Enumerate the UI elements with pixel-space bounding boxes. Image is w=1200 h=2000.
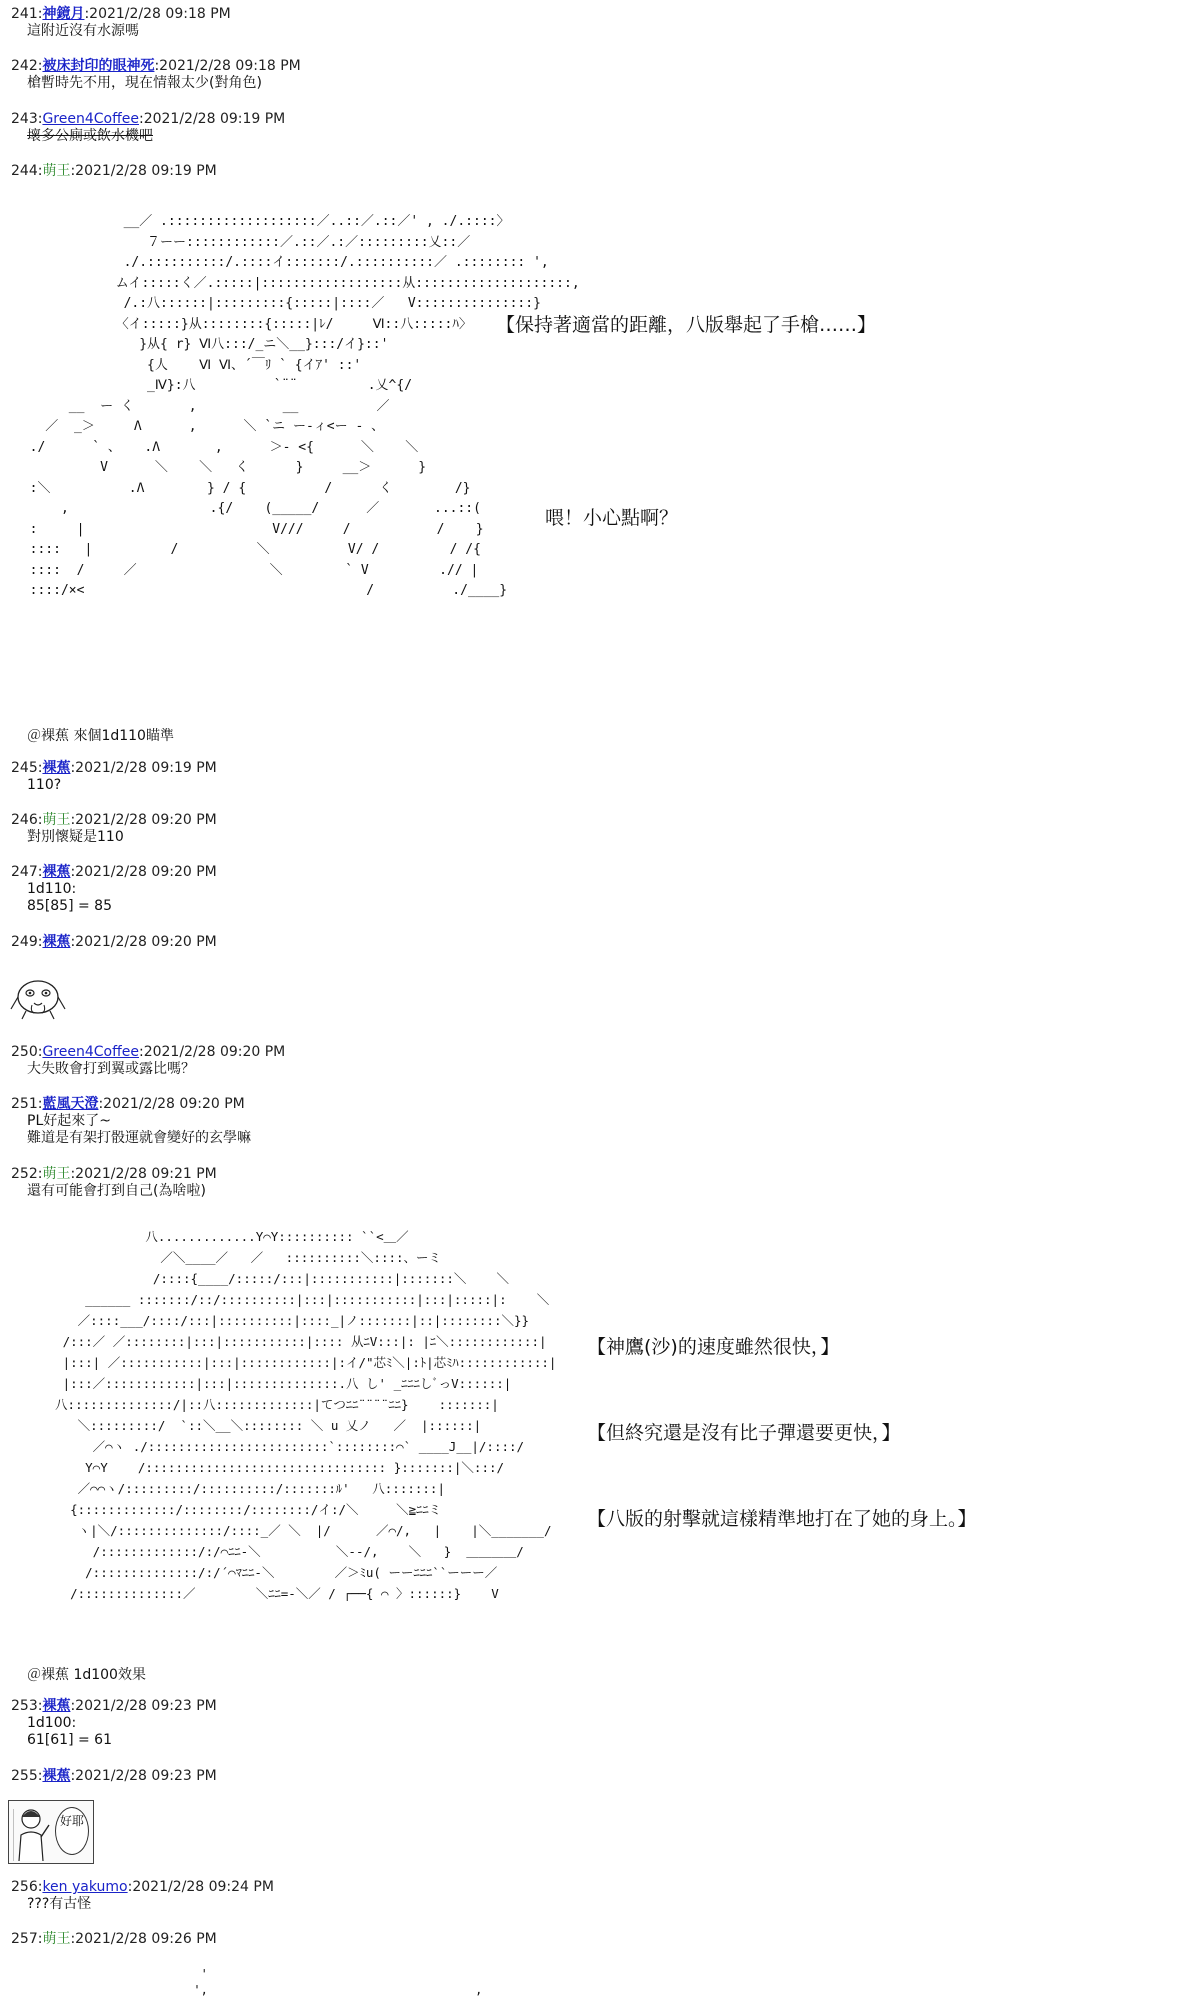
poster-name-link[interactable]: 藍風天澄 [42, 1096, 99, 1112]
poster-name-link[interactable]: 神鏡月 [42, 6, 85, 22]
dice-roll-result: 1d110: 85[85] = 85 [27, 881, 112, 914]
post-body: 對別懷疑是110 [27, 829, 124, 845]
roll-request-note: ＠裸蕉 來個1d110瞄準 [27, 728, 174, 744]
post-body: 這附近沒有水源嗎 [27, 23, 139, 39]
reaction-comic-image [8, 1800, 94, 1864]
poster-name-link[interactable]: ken yakumo [42, 1879, 128, 1895]
poster-name: 萌王 [42, 1931, 71, 1947]
post-body: 還有可能會打到自己(為啥啦) [27, 1183, 206, 1199]
poster-name-link[interactable]: 裸蕉 [42, 864, 71, 880]
roll-request-note: ＠裸蕉 1d100效果 [27, 1667, 146, 1683]
post-252: 252:萌王:2021/2/28 09:21 PM 還有可能會打到自己(為啥啦) [11, 1166, 217, 1199]
poster-name: 萌王 [42, 1166, 71, 1182]
speech-bubble: 好耶 [55, 1807, 89, 1855]
post-body: 槍暫時先不用，現在情報太少(對角色) [27, 75, 262, 91]
post-257: 257:萌王:2021/2/28 09:26 PM [11, 1931, 217, 1947]
reaction-face-sticker [8, 975, 68, 1020]
ascii-art-scene-2: 八.............Y⌒Y:::::::::: ``<＿／ ／＼____／ ／ ::::::::::＼::::、ーミ /::::{____/:::::/:::|:::::::::::|:::::::＼ ＼ ______ :::::::/::/::::::::::|:::|:::::::::::|:::|:::::|: ＼ ／::::___/::::/:::|::::::::::|::::_|ノ:::::::|::|::::::::＼}} /:::／ ／::::::::|:::|:::::::::::|:::: 从ﾆV:::|: |ﾆ＼::::::::::::| |:::| ／:::::::::::|:::|::::::::::::|:イ/"芯ﾐ＼|:ﾄ|芯ﾐﾊ::::::::::::| |:::／::::::::::::|:::|::::::::::::::.八 し' _ﾆﾆﾆしﾞっV::::::| 八::::::::::::::/|::八:::::::::::::|てつﾆﾆ¨¨¨¨ﾆﾆ} :::::::| ＼:::::::::/ `::＼__＼:::::::: ＼ u 乂ノ ／ |::::::| ／⌒ヽ ./::::::::::::::::::::::::`::::::::⌒` ____J__|/::::/ Y⌒Y /:::::::::::::::::::::::::::::::: }:::::::|＼:::/ ／⌒⌒ヽ/:::::::::/::::::::::/:::::::ﾙ' 八:::::::| {:::::::::::::/::::::::/::::::::/イ:/＼ ＼≧ﾆﾆミ ヽ|＼/::::::::::::::/::::_／ ＼ |/ ／⌒/, | |＼_______/ /:::::::::::::/:/⌒ﾆﾆ-＼ ＼--/, ＼ } ＿＿＿＿/ /::::::::::::::/:/´⌒ﾏﾆﾆ-＼ ／＞ﾐu( ーーﾆﾆﾆ``ーーー／ /::::::::::::::／ ＼ﾆﾆ=-＼／ / ┌──{ ⌒ 〉::::::} V [55, 1229, 557, 1601]
post-body: 110? [27, 777, 62, 793]
ascii-art-scene-1: __／ .:::::::::::::::::::／..::／.::／' , ./.::::〉 ７ーー::::::::::::／.::／.:／:::::::::乂::／ ./.::::::::::/.::::イ:::::::/.::::::::::／ .:::::::: ', ムイ:::::く／.:::::|::::::::::::::::::从::::::::::::::::::::, /.:八::::::|:::::::::{:::::|::::／ V:::::::::::::::} 〈イ:::::}从::::::::{:::::|ﾚ/ Ⅵ::八:::::ﾊ〉 }从{ r} Ⅵ八:::/_ニ＼__}:::/イ}::' {人 Ⅵ Ⅵ、´￣ﾘ ` {イｱ' ::' _Ⅳ}:八 `¨¨ .乂^{/ __ ー く , __ ／ ／ _＞ Λ , ＼ `ニ ー-ィ<ー - 、 ./ ` 、 .Λ , ＞- <{ ＼ ＼ V ＼ ＼ く } __＞ } :＼ .Λ } / { / く /} , .{/ (_____/ ／ ...::( : | V/// / / } :::: | / ＼ V/ / / /{ :::: / ／ ＼ ` V .// | ::::/×< / ./____} [29, 214, 580, 598]
post-250: 250:Green4Coffee:2021/2/28 09:20 PM 大失敗會打到翼或露比嗎？ [11, 1044, 286, 1077]
narration-line: 【神鷹(沙)的速度雖然很快，】 [587, 1336, 840, 1358]
poster-name: 萌王 [42, 163, 71, 179]
post-body: PL好起來了~ 難道是有架打骰運就會變好的玄學嘛 [27, 1113, 251, 1146]
narration-line: 【八版的射擊就這樣精準地打在了她的身上。】 [587, 1508, 977, 1530]
dice-roll-result: 1d100: 61[61] = 61 [27, 1715, 112, 1748]
narration-line: 【保持著適當的距離，八版舉起了手槍……】 [496, 314, 877, 336]
poster-name-link[interactable]: 裸蕉 [42, 1768, 71, 1784]
post-body: ???有古怪 [27, 1896, 92, 1912]
post-245: 245:裸蕉:2021/2/28 09:19 PM 110? [11, 760, 217, 793]
post-241: 241:神鏡月:2021/2/28 09:18 PM 這附近沒有水源嗎 [11, 6, 231, 39]
poster-name-link[interactable]: Green4Coffee [42, 1044, 139, 1060]
poster-name-link[interactable]: 裸蕉 [42, 934, 71, 950]
post-242: 242:被床封印的眼神死:2021/2/28 09:18 PM 槍暫時先不用，現在情報太少(對角色) [11, 58, 301, 91]
poster-name-link[interactable]: 被床封印的眼神死 [42, 58, 155, 74]
poster-name-link[interactable]: Green4Coffee [42, 111, 139, 127]
narration-line: 【但終究還是沒有比子彈還要更快，】 [587, 1422, 901, 1444]
poster-name-link[interactable]: 裸蕉 [42, 1698, 71, 1714]
post-body: 壞多公廁或飲水機吧 [27, 128, 153, 144]
poster-name-link[interactable]: 裸蕉 [42, 760, 71, 776]
post-255: 255:裸蕉:2021/2/28 09:23 PM [11, 1768, 217, 1784]
post-body: 大失敗會打到翼或露比嗎？ [27, 1061, 195, 1077]
post-251: 251:藍風天澄:2021/2/28 09:20 PM PL好起來了~ 難道是有架打骰運就會變好的玄學嘛 [11, 1096, 251, 1146]
post-243: 243:Green4Coffee:2021/2/28 09:19 PM 壞多公廁或飲水機吧 [11, 111, 286, 144]
post-246: 246:萌王:2021/2/28 09:20 PM 對別懷疑是110 [11, 812, 217, 845]
poster-name: 萌王 [42, 812, 71, 828]
post-256: 256:ken yakumo:2021/2/28 09:24 PM ???有古怪 [11, 1879, 274, 1912]
ascii-art-scene-3-partial: ' ', , [193, 1967, 483, 1997]
dialogue-line: 喂！小心點啊？ [545, 507, 679, 529]
post-253: 253:裸蕉:2021/2/28 09:23 PM 1d100: 61[61] = 61 [11, 1698, 217, 1748]
post-244: 244:萌王:2021/2/28 09:19 PM [11, 163, 217, 179]
post-249: 249:裸蕉:2021/2/28 09:20 PM [11, 934, 217, 950]
person-figure-icon [13, 1805, 53, 1861]
post-247: 247:裸蕉:2021/2/28 09:20 PM 1d110: 85[85] = 85 [11, 864, 217, 914]
